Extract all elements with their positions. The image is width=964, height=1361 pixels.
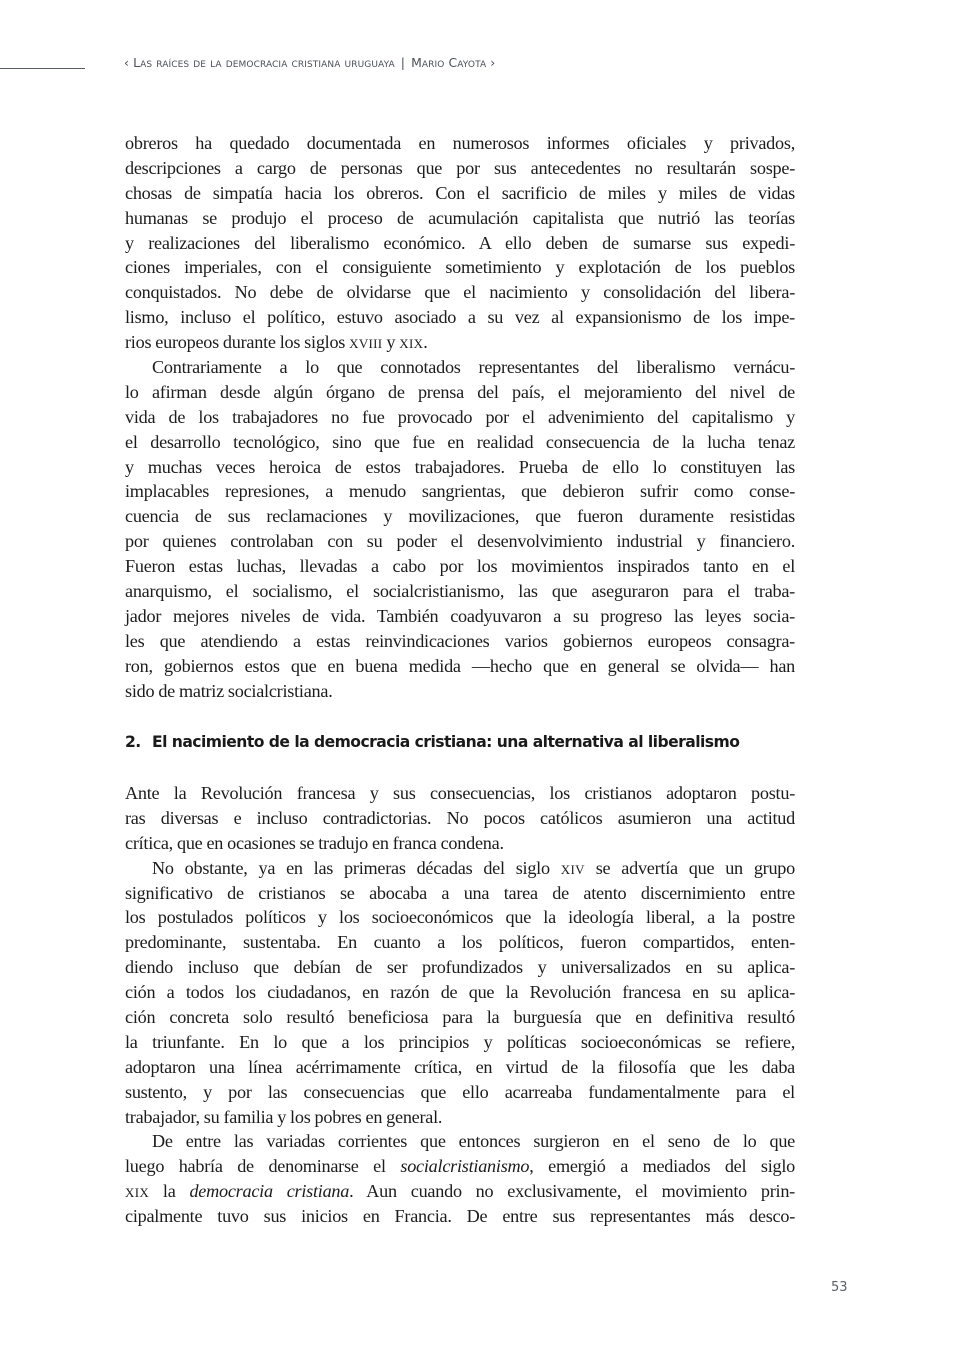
text-line: predominante, sustentaba. En cuanto a los políticos, fueron compartidos, enten- [125, 932, 795, 953]
text-line: vida de los trabajadores no fue provocado por el advenimiento del capitalismo y [125, 406, 795, 427]
running-head-book-title: Las raíces de la democracia cristiana uruguaya [133, 55, 395, 70]
text-line: lismo, incluso el político, estuvo asociado a su vez al expansionismo de los impe- [125, 307, 795, 328]
running-head-open-glyph: ‹ [124, 55, 130, 70]
text-run: la [149, 1181, 190, 1202]
text-line: diendo incluso que debían de ser profundizados y universalizados en su aplica- [125, 957, 795, 978]
century-numeral: xiv [560, 857, 585, 878]
text-line: sustento, y por las consecuencias que ello acarreaba fundamentalmente para el [125, 1081, 795, 1102]
paragraph [125, 781, 795, 856]
century-numeral: xix [399, 332, 424, 353]
century-numeral: xix [125, 1181, 150, 1202]
italic-term: socialcristianismo [400, 1156, 530, 1177]
text-run: rios europeos durante los siglos [125, 332, 350, 353]
text-line: cuencia de sus reclamaciones y movilizaciones, que fueron duramente resistidas [125, 506, 795, 527]
text-run: . Aun cuando no exclusivamente, el movimiento prin- [349, 1181, 795, 1202]
text-line: chosas de simpatía hacia los obreros. Con el sacrificio de miles y miles de vidas [125, 182, 795, 203]
text-line: ron, gobiernos estos que en buena medida —hecho que en general se olvida— han [125, 655, 795, 676]
text-line: cipalmente tuvo sus inicios en Francia. De entre sus representantes más desco- [125, 1206, 795, 1227]
text-line: Fueron estas luchas, llevadas a cabo por los movimientos inspirados tanto en el [125, 556, 795, 577]
text-line [125, 330, 795, 355]
text-line: jador mejores niveles de vida. También coadyuvaron a su progreso las leyes socia- [125, 605, 795, 626]
text-line: lo afirman desde algún órgano de prensa del país, el mejoramiento del nivel de [125, 381, 795, 402]
text-line: conquistados. No debe de olvidarse que el nacimiento y consolidación del libera- [125, 282, 795, 303]
header-rule [0, 68, 85, 69]
text-line: y realizaciones del liberalismo económico. A ello deben de sumarse sus expedi- [125, 232, 795, 253]
text-run: luego habría de denominarse el [125, 1156, 401, 1177]
running-head-close-glyph: › [490, 55, 496, 70]
text-line: les que atendiendo a estas reinvindicaciones varios gobiernos europeos consagra- [125, 630, 795, 651]
section-title: El nacimiento de la democracia cristiana: una alternativa al liberalismo [152, 733, 740, 751]
page-number: 53 [831, 1280, 848, 1295]
running-head [124, 55, 495, 70]
text-run: . [423, 332, 428, 353]
text-line: la triunfante. En lo que a los principios y políticas socioeconómicas se refiere, [125, 1031, 795, 1052]
text-line: por quienes controlaban con su poder el desenvolvimiento industrial y financiero. [125, 531, 795, 552]
text-line: obreros ha quedado documentada en numerosos informes oficiales y privados, [125, 133, 795, 153]
text-line: significativo de cristianos se abocaba a una tarea de atento discernimiento entre [125, 882, 795, 903]
text-line: trabajador, su familia y los pobres en general. [125, 1106, 443, 1127]
running-head-author: Mario Cayota [411, 55, 487, 70]
text-line: adoptaron una línea acérrimamente crítica, en virtud de la filosofía que les daba [125, 1056, 795, 1077]
body-text-block-2 [125, 781, 795, 1229]
text-line: ras diversas e incluso contradictorias. No pocos católicos asumieron una actitud [125, 807, 795, 828]
paragraph [125, 131, 795, 355]
paragraph [125, 856, 795, 1130]
text-line: descripciones a cargo de personas que por sus antecedentes no resultarán sospe- [125, 157, 795, 178]
text-line: los postulados políticos y los socioeconómicos que la ideología liberal, a la postre [125, 907, 795, 928]
italic-term: democracia cristiana [189, 1181, 350, 1202]
text-run: y [382, 332, 400, 353]
text-line: Ante la Revolución francesa y sus consecuencias, los cristianos adoptaron postu- [125, 783, 795, 803]
text-line: ción concreta solo resultó beneficiosa para la burguesía que en definitiva resultó [125, 1007, 795, 1028]
text-line: ción a todos los ciudadanos, en razón de que la Revolución francesa en su aplica- [125, 982, 795, 1003]
paragraph [125, 355, 795, 703]
text-line: implacables represiones, a menudo sangrientas, que debieron sufrir como conse- [125, 481, 795, 502]
text-line: crítica, que en ocasiones se tradujo en franca condena. [125, 832, 504, 853]
paragraph [125, 1129, 795, 1229]
text-line: De entre las variadas corrientes que entonces surgieron en el seno de lo que [152, 1131, 795, 1152]
century-numeral: xviii [349, 332, 383, 353]
body-text-block-1 [125, 131, 795, 703]
running-head-separator: | [400, 55, 406, 70]
text-line [125, 1154, 795, 1179]
text-line: sido de matriz socialcristiana. [125, 680, 333, 701]
text-line: Contrariamente a lo que connotados representantes del liberalismo vernácu- [152, 357, 795, 378]
text-line: humanas se produjo el proceso de acumulación capitalista que nutrió las teorías [125, 207, 795, 228]
section-number: 2. [125, 733, 141, 751]
text-line: y muchas veces heroica de estos trabajadores. Prueba de ello lo constituyen las [125, 456, 795, 477]
text-line: el desarrollo tecnológico, sino que fue en realidad consecuencia de la lucha tenaz [125, 431, 795, 452]
text-run: se advertía que un grupo [584, 857, 795, 878]
text-run: No obstante, ya en las primeras décadas del siglo [152, 857, 561, 878]
text-line [125, 1179, 795, 1204]
text-line [125, 856, 795, 881]
text-line: ciones imperiales, con el consiguiente sometimiento y explotación de los pueblos [125, 257, 795, 278]
text-line: anarquismo, el socialismo, el socialcristianismo, las que aseguraron para el traba- [125, 581, 795, 602]
section-heading [125, 733, 739, 751]
text-run: , emergió a mediados del siglo [529, 1156, 795, 1177]
